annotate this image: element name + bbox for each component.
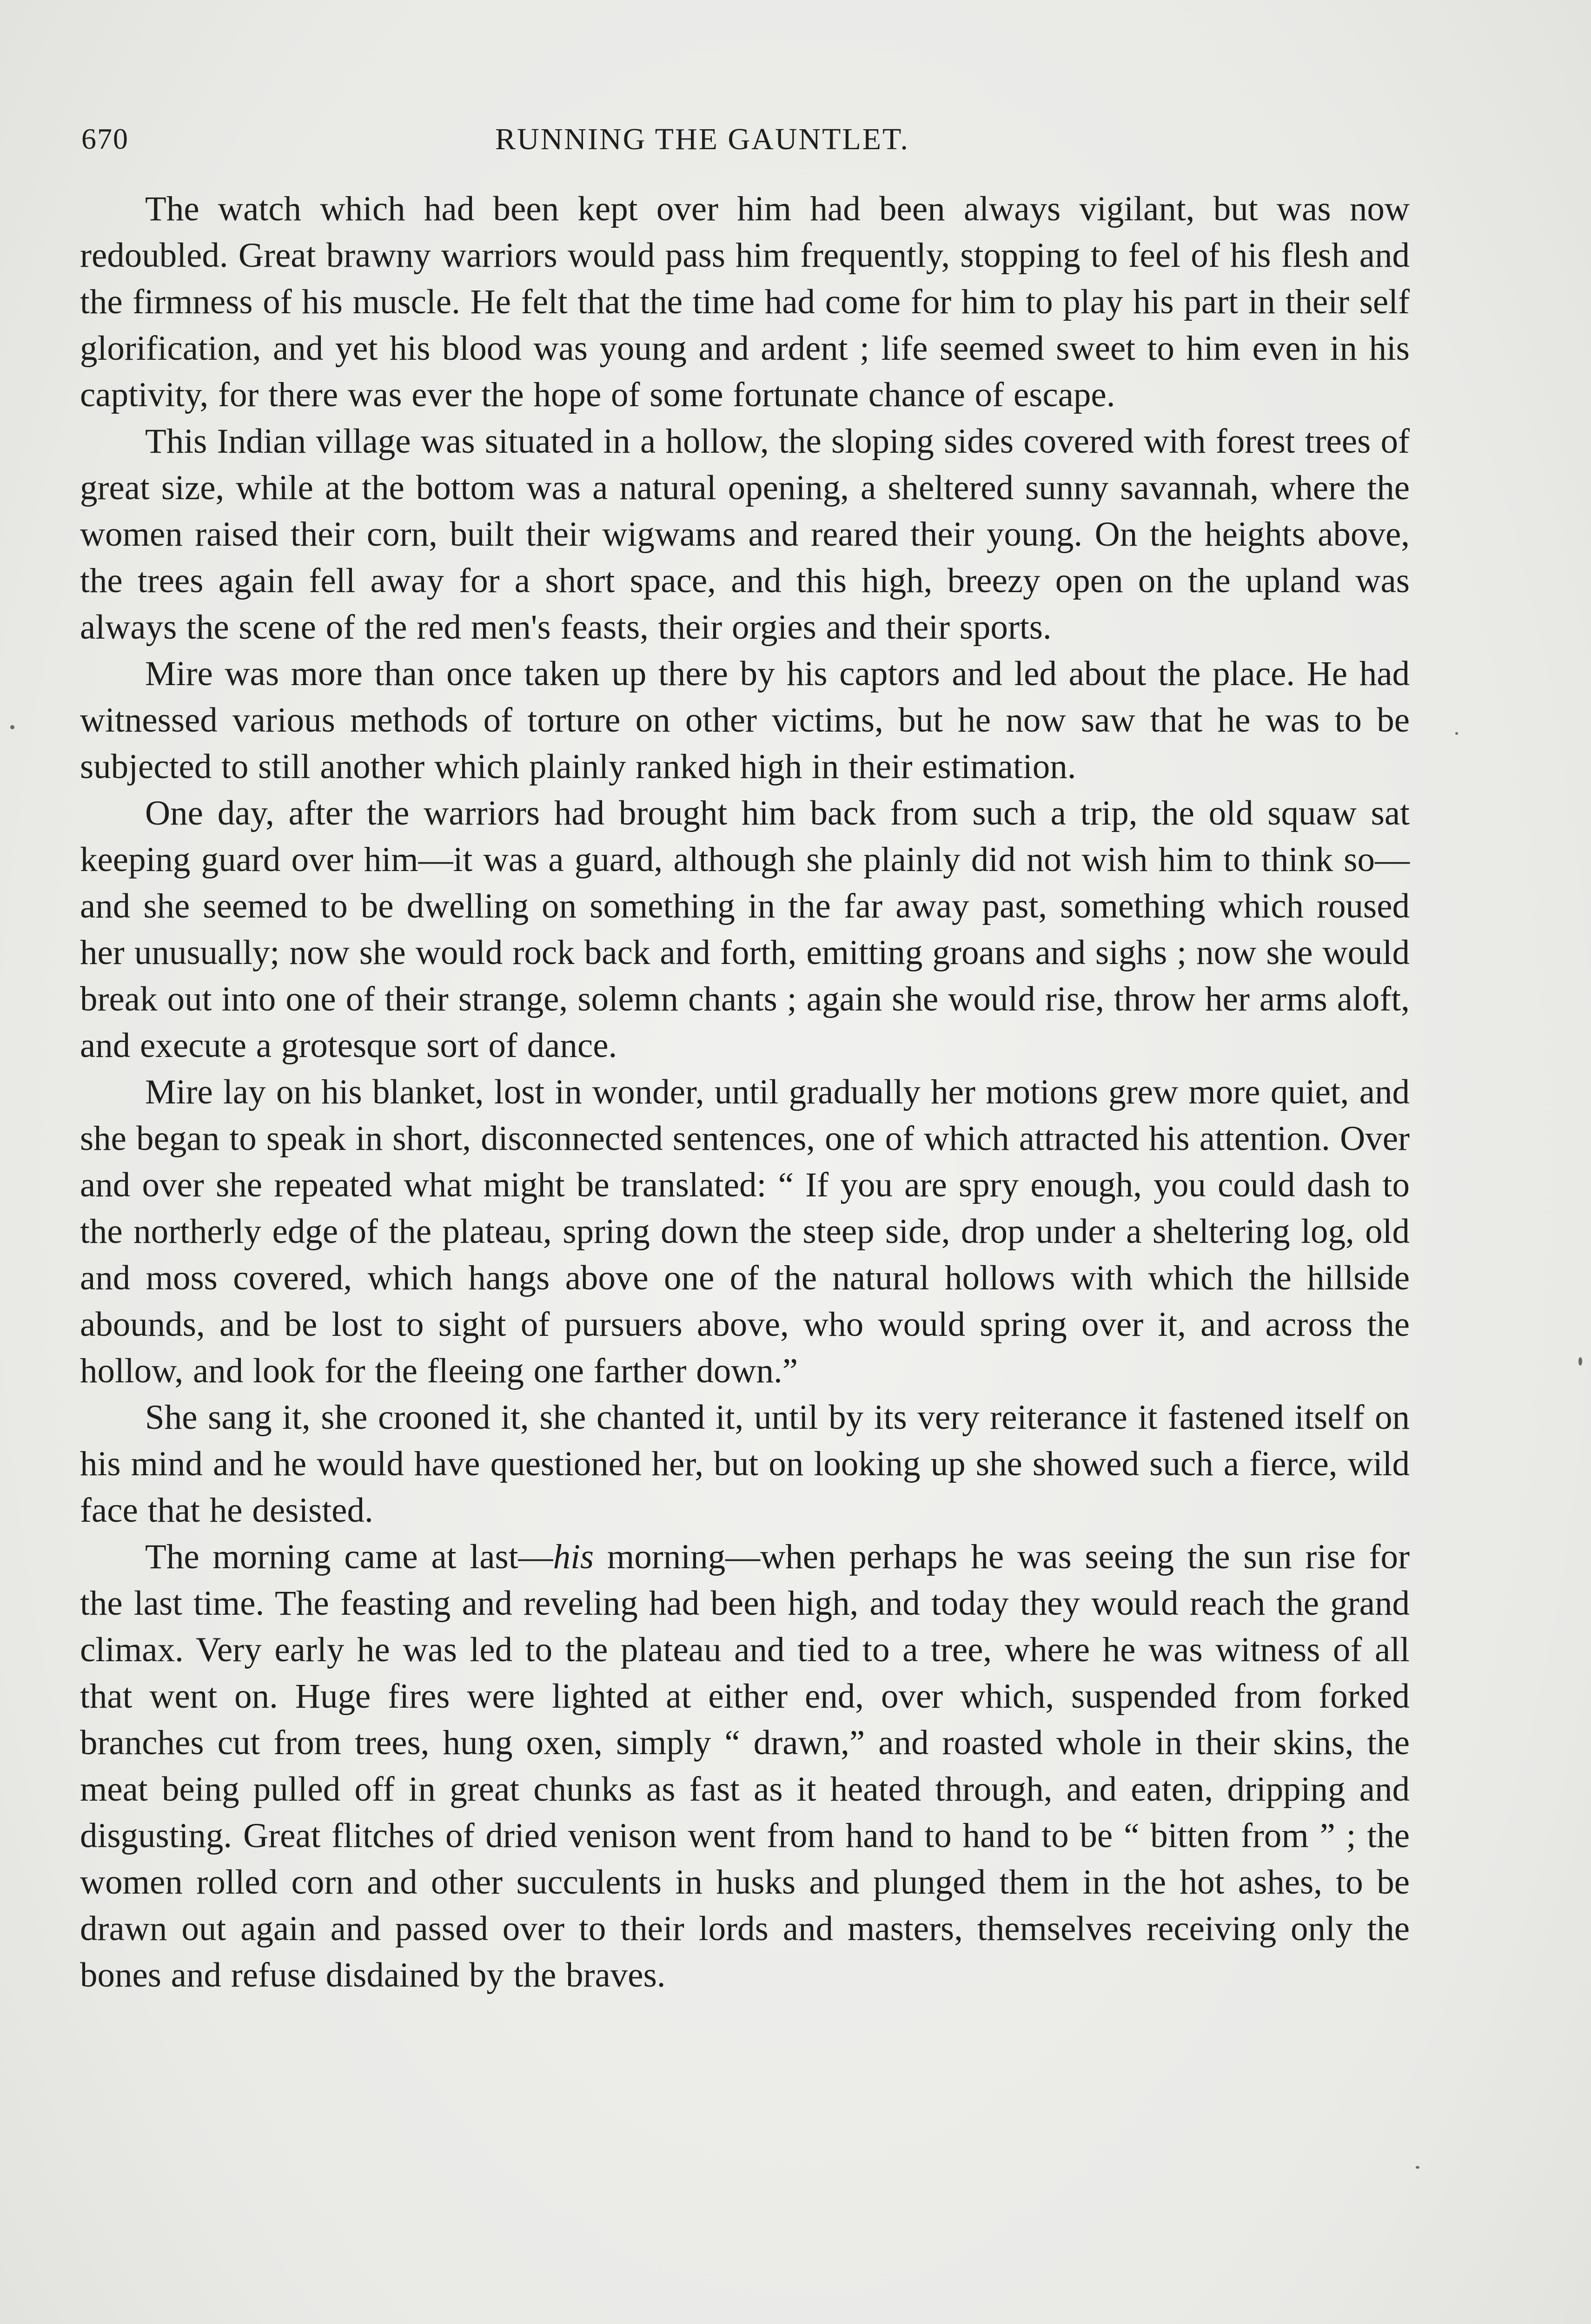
paragraph: She sang it, she crooned it, she chanted it, until by its very reiterance it fastened itself on his mind and he would have questioned her, but on looking up she showed such a fierce, wild face that he desisted. [80, 1398, 1410, 1530]
paragraph-text: The morning came at last— [145, 1538, 553, 1576]
print-speck [10, 725, 14, 729]
print-speck [1416, 2166, 1419, 2169]
running-title: RUNNING THE GAUNTLET. [495, 122, 909, 156]
paragraph: Mire lay on his blanket, lost in wonder, until gradually her motions grew more quiet, and she began to speak in short, disconnected sentences, one of which attracted his attention. Over and over she repeated what might be translated: “ If you are spry enough, you could dash to the northerly edge of the plateau, spring down the steep side, drop under a sheltering log, old and moss covered, which hangs above one of the natural hollows with which the hillside abounds, and be lost to sight of pursuers above, who would spring over it, and across the hollow, and look for the fleeing one farther down.” [80, 1073, 1410, 1390]
print-speck [1455, 732, 1458, 735]
emphasis-text: his [553, 1538, 594, 1576]
paragraph: Mire was more than once taken up there by his captors and led about the place. He had witnessed various methods of torture on other victims, but he now saw that he was to be subjected to still another which plainly ranked high in their estimation. [80, 654, 1410, 786]
page-number: 670 [81, 122, 129, 155]
paragraph-text: morning—when perhaps he was seeing the sun rise for the last time. The feasting and reveling had been high, and today they would reach the grand climax. Very early he was led to the plateau and tied to a tree, where he was witness of all that went on. Huge fires were lighted at either end, over which, suspended from forked branches cut from trees, hung oxen, simply “ drawn,” and roasted whole in their skins, the meat being pulled off in great chunks as fast as it heated through, and eaten, dripping and disgusting. Great flitches of dried venison went from hand to hand to be “ bitten from ” ; the women rolled corn and other succulents in husks and plunged them in the hot ashes, to be drawn out again and passed over to their lords and masters, themselves receiving only the bones and refuse disdained by the braves. [80, 1538, 1410, 1994]
paragraph: This Indian village was situated in a hollow, the sloping sides covered with forest trees of great size, while at the bottom was a natural opening, a sheltered sunny savannah, where the women raised their corn, built their wigwams and reared their young. On the heights above, the trees again fell away for a short space, and this high, breezy open on the upland was always the scene of the red men's feasts, their orgies and their sports. [80, 422, 1410, 647]
body-text [80, 186, 1410, 1999]
print-speck [1578, 1357, 1582, 1366]
paragraph: One day, after the warriors had brought him back from such a trip, the old squaw sat keeping guard over him—it was a guard, although she plainly did not wish him to think so—and she seemed to be dwelling on something in the far away past, something which roused her unusually; now she would rock back and forth, emitting groans and sighs ; now she would break out into one of their strange, solemn chants ; again she would rise, throw her arms aloft, and execute a grotesque sort of dance. [80, 794, 1410, 1065]
paragraph: The watch which had been kept over him had been always vigilant, but was now redoubled. Great brawny warriors would pass him frequently, stopping to feel of his flesh and the firmness of his muscle. He felt that the time had come for him to play his part in their self glorification, and yet his blood was young and ardent ; life seemed sweet to him even in his captivity, for there was ever the hope of some fortunate chance of escape. [80, 190, 1410, 414]
page-header [81, 116, 1495, 172]
paragraph [80, 1534, 1410, 1999]
